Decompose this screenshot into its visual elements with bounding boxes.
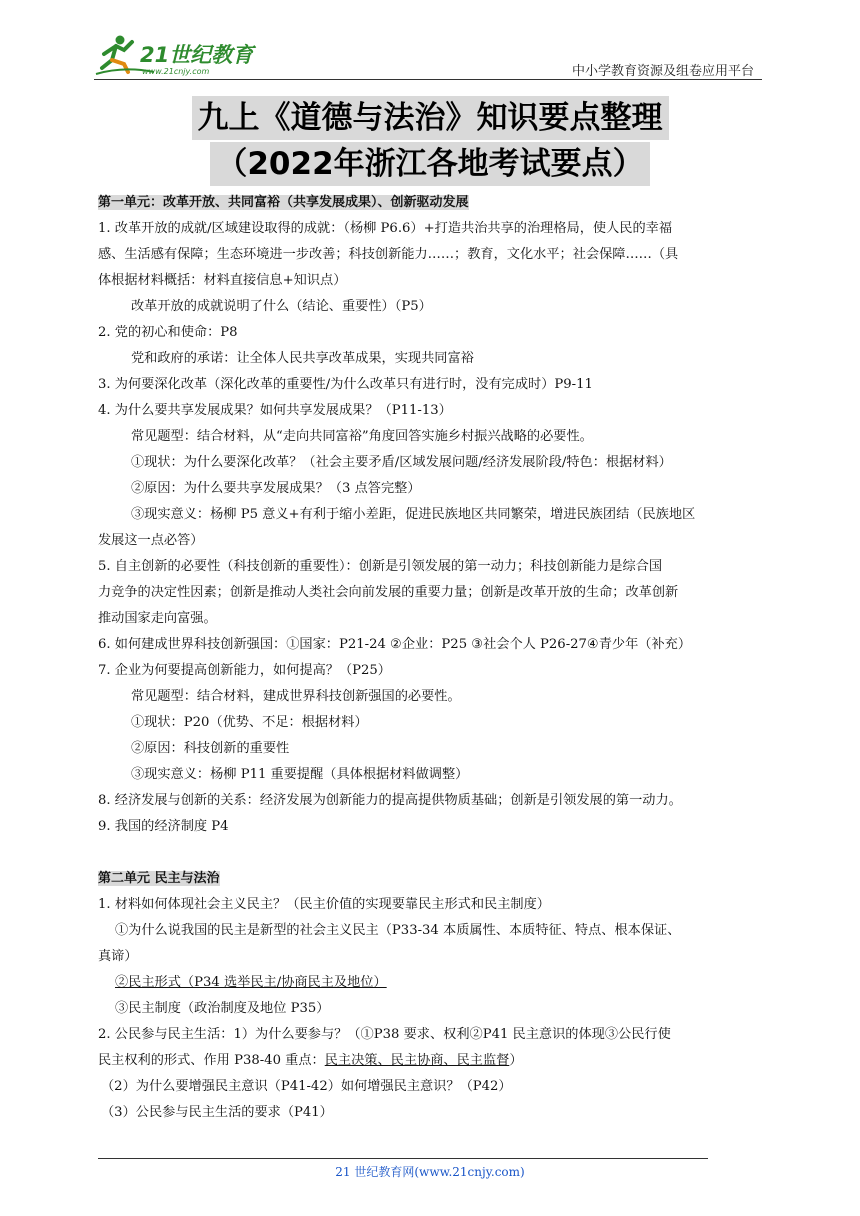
unit1-line: ①现状：P20（优势、不足：根据材料） xyxy=(131,715,368,730)
unit1-line: 体根据材料概括：材料直接信息+知识点） xyxy=(98,273,347,288)
unit2-line: 民主权利的形式、作用 P38-40 重点：民主决策、民主协商、民主监督） xyxy=(98,1053,523,1068)
unit1-line: ②原因：为什么要共享发展成果？（3 点答完整） xyxy=(131,481,421,496)
unit1-line: 8. 经济发展与创新的关系：经济发展为创新能力的提高提供物质基础；创新是引领发展的第一动力。 xyxy=(98,793,682,808)
unit2-line: （2）为什么要增强民主意识（P41-42）如何增强民主意识？（P42） xyxy=(101,1079,512,1094)
unit2-line: ②民主形式（P34 选举民主/协商民主及地位） xyxy=(115,975,387,990)
unit2-line: ③民主制度（政治制度及地位 P35） xyxy=(115,1001,330,1016)
unit1-line: ②原因：科技创新的重要性 xyxy=(131,741,290,756)
header-divider xyxy=(94,79,762,80)
unit1-heading: 第一单元：改革开放、共同富裕（共享发展成果）、创新驱动发展 xyxy=(98,195,469,210)
document-title xyxy=(0,96,860,186)
logo-url: www.21cnjy.com xyxy=(142,67,210,76)
unit2-line: 1. 材料如何体现社会主义民主？（民主价值的实现要靠民主形式和民主制度） xyxy=(98,897,550,912)
unit1-line: 7. 企业为何要提高创新能力，如何提高？（P25） xyxy=(98,663,391,678)
unit1-line: 常见题型：结合材料，从“走向共同富裕”角度回答实施乡村振兴战略的必要性。 xyxy=(131,429,593,444)
unit2-line: ①为什么说我国的民主是新型的社会主义民主（P33-34 本质属性、本质特征、特点、根本保证、 xyxy=(115,923,681,938)
unit1-line: 改革开放的成就说明了什么（结论、重要性）（P5） xyxy=(131,299,432,314)
unit1-line: 1. 改革开放的成就/区域建设取得的成就：（杨柳 P6.6）+打造共治共享的治理格局，使人民的幸福 xyxy=(98,221,673,236)
unit2-line: （3）公民参与民主生活的要求（P41） xyxy=(101,1105,333,1120)
unit1-line: 6. 如何建成世界科技创新强国：①国家：P21-24 ②企业：P25 ③社会个人 P26-27④青少年（补充） xyxy=(98,637,692,652)
unit2-heading: 第二单元 民主与法治 xyxy=(98,871,220,886)
unit1-line: 9. 我国的经济制度 P4 xyxy=(98,819,229,834)
unit1-line: 力竞争的决定性因素；创新是推动人类社会向前发展的重要力量；创新是改革开放的生命；改革创新 xyxy=(98,585,679,600)
unit1-line: 发展这一点必答） xyxy=(98,533,204,548)
unit1-line: 3. 为何要深化改革（深化改革的重要性/为什么改革只有进行时，没有完成时）P9-11 xyxy=(98,377,593,392)
unit1-line: 4. 为什么要共享发展成果？如何共享发展成果？（P11-13） xyxy=(98,403,452,418)
unit1-line: 推动国家走向富强。 xyxy=(98,611,217,626)
unit2-line: 2. 公民参与民主生活：1）为什么要参与？（①P38 要求、权利②P41 民主意识的体现③公民行使 xyxy=(98,1027,671,1042)
document-body xyxy=(98,190,764,1126)
unit1-line: ③现实意义：杨柳 P5 意义+有利于缩小差距，促进民族地区共同繁荣，增进民族团结（民族地区 xyxy=(131,507,696,522)
platform-name: 中小学教育资源及组卷应用平台 xyxy=(571,64,754,79)
unit1-line: 党和政府的承诺：让全体人民共享改革成果，实现共同富裕 xyxy=(131,351,474,366)
logo xyxy=(94,32,274,76)
unit2-line: 真谛） xyxy=(98,949,138,964)
unit1-line: ①现状：为什么要深化改革？（社会主要矛盾/区域发展问题/经济发展阶段/特色：根据材料） xyxy=(131,455,672,470)
footer-link[interactable]: 21 世纪教育网(www.21cnjy.com) xyxy=(335,1165,525,1179)
unit1-line: 5. 自主创新的必要性（科技创新的重要性）：创新是引领发展的第一动力；科技创新能力是综合国 xyxy=(98,559,663,574)
unit1-line: 感、生活感有保障；生态环境进一步改善；科技创新能力……；教育，文化水平；社会保障……（具 xyxy=(98,247,679,262)
unit1-line: ③现实意义：杨柳 P11 重要提醒（具体根据材料做调整） xyxy=(131,767,469,782)
logo-wordmark: 21世纪教育 xyxy=(140,43,254,67)
title-line-2: （2022年浙江各地考试要点） xyxy=(210,142,649,186)
title-line-1: 九上《道德与法治》知识要点整理 xyxy=(192,96,669,140)
unit1-line: 常见题型：结合材料，建成世界科技创新强国的必要性。 xyxy=(131,689,461,704)
runner-logo-icon xyxy=(94,32,274,76)
unit1-line: 2. 党的初心和使命：P8 xyxy=(98,325,238,340)
footer-divider xyxy=(98,1158,708,1159)
page-header xyxy=(94,30,762,80)
